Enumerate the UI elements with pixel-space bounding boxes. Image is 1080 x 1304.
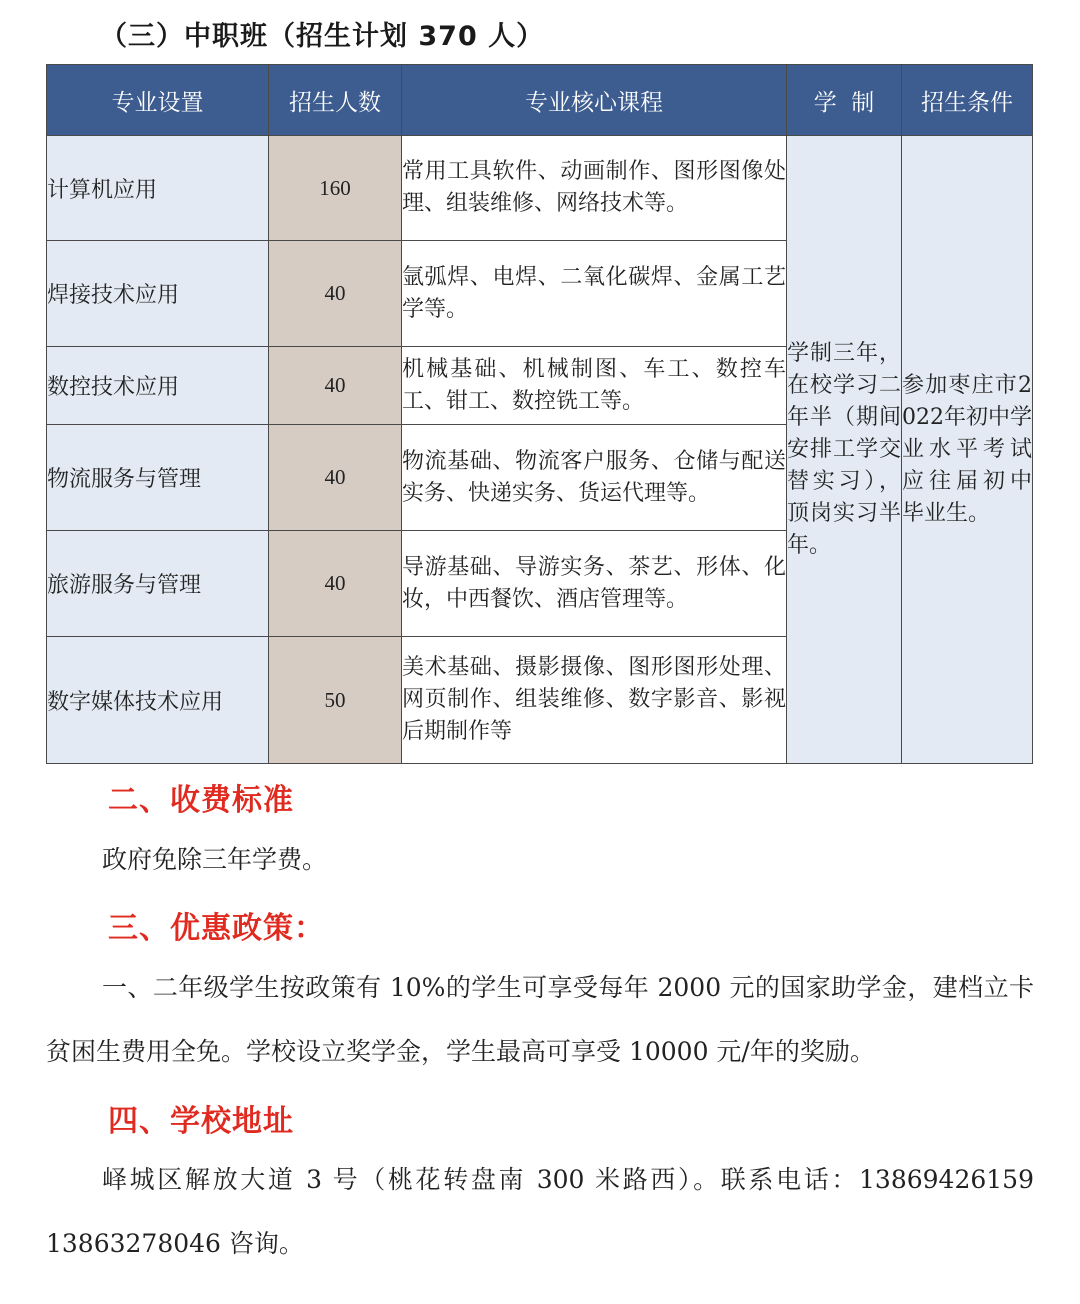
count-cell: 40: [269, 531, 402, 637]
major-cell: 计算机应用: [47, 136, 269, 241]
header-requirement: 招生条件: [902, 65, 1033, 136]
major-cell: 数控技术应用: [47, 347, 269, 425]
major-cell: 旅游服务与管理: [47, 531, 269, 637]
major-cell: 数字媒体技术应用: [47, 637, 269, 764]
courses-cell: 物流基础、物流客户服务、仓储与配送实务、快递实务、货运代理等。: [402, 425, 787, 531]
table-row: [47, 136, 1033, 241]
courses-cell: 氩弧焊、电焊、二氧化碳焊、金属工艺学等。: [402, 241, 787, 347]
header-duration: 学 制: [787, 65, 902, 136]
fees-text: [46, 828, 1034, 892]
header-major: 专业设置: [47, 65, 269, 136]
table-header-row: [47, 65, 1033, 136]
count-cell: 40: [269, 347, 402, 425]
courses-cell: 导游基础、导游实务、茶艺、形体、化妆，中西餐饮、酒店管理等。: [402, 531, 787, 637]
duration-cell: 学制三年，在校学习二年半（期间安排工学交替实习），顶岗实习半年。: [787, 136, 902, 764]
courses-cell: 美术基础、摄影摄像、图形图形处理、网页制作、组装维修、数字影音、影视后期制作等: [402, 637, 787, 764]
address-text-content: 峄城区解放大道 3 号（桃花转盘南 300 米路西）。联系电话：13869426159 13863278046 咨询。: [46, 1165, 1034, 1258]
count-cell: 160: [269, 136, 402, 241]
fees-text-content: 政府免除三年学费。: [102, 845, 328, 874]
count-cell: 40: [269, 425, 402, 531]
major-cell: 物流服务与管理: [47, 425, 269, 531]
major-cell: 焊接技术应用: [47, 241, 269, 347]
courses-cell: 常用工具软件、动画制作、图形图像处理、组装维修、网络技术等。: [402, 136, 787, 241]
address-text: [46, 1148, 1034, 1276]
count-cell: 50: [269, 637, 402, 764]
policy-text: [46, 956, 1034, 1084]
courses-cell: 机械基础、机械制图、车工、数控车工、钳工、数控铣工等。: [402, 347, 787, 425]
page-title: （三）中职班（招生计划 370 人）: [100, 21, 545, 52]
header-courses: 专业核心课程: [402, 65, 787, 136]
requirement-cell: 参加枣庄市2022年初中学业水平考试应往届初中毕业生。: [902, 136, 1033, 764]
fees-heading: 二、收费标准: [108, 783, 294, 818]
count-cell: 40: [269, 241, 402, 347]
header-count: 招生人数: [269, 65, 402, 136]
enrollment-table: [46, 64, 1033, 764]
address-heading: 四、学校地址: [108, 1104, 294, 1139]
policy-text-content: 一、二年级学生按政策有 10%的学生可享受每年 2000 元的国家助学金，建档立卡贫困生费用全免。学校设立奖学金，学生最高可享受 10000 元/年的奖励。: [46, 973, 1034, 1066]
policy-heading: 三、优惠政策：: [108, 911, 325, 946]
